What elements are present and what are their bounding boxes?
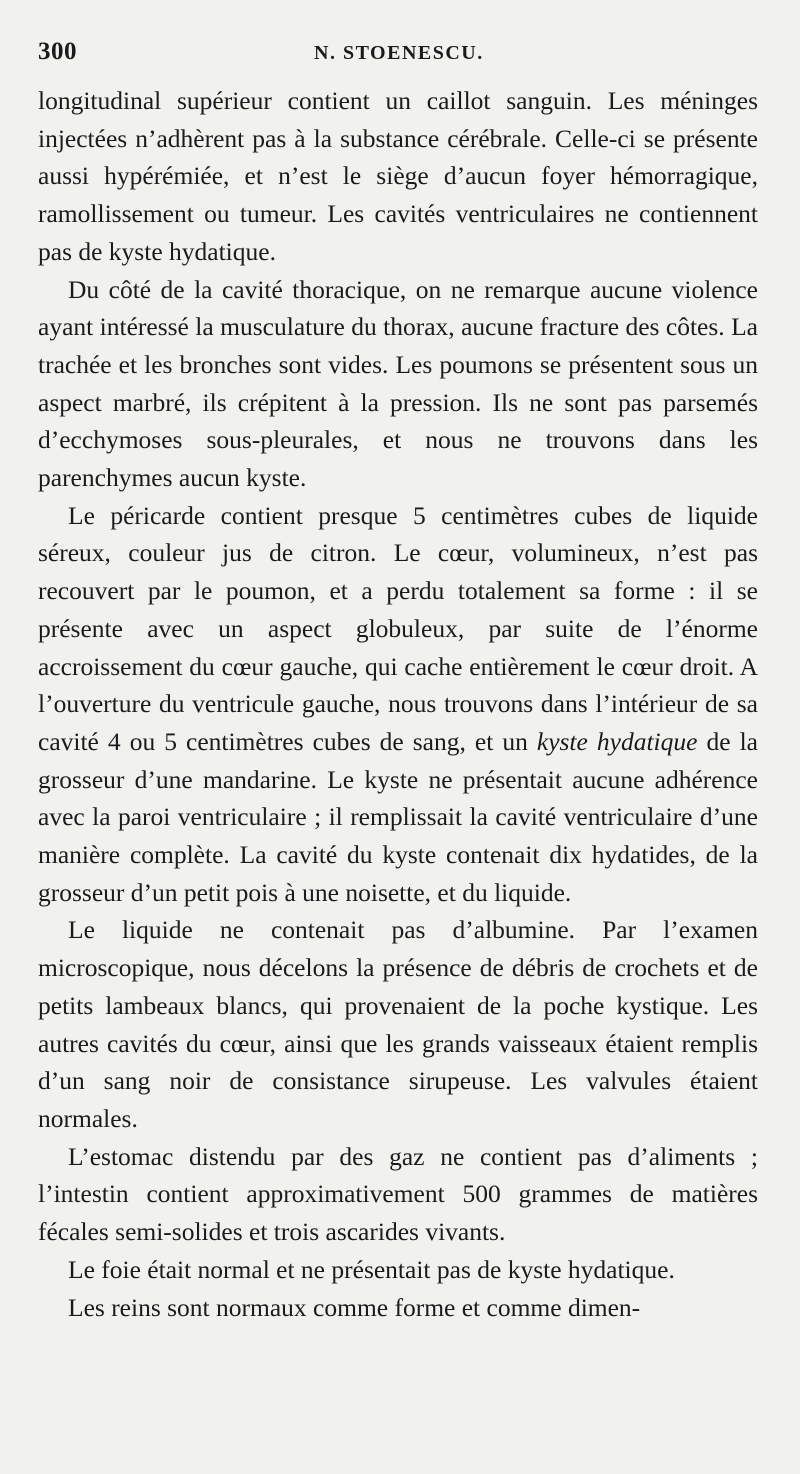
page-header xyxy=(38,38,762,74)
paragraph-text: Le péricarde contient presque 5 centimètres cubes de liquide séreux, couleur jus de citron. Le cœur, volumineux, n’est pas recouvert par le poumon, et a perdu totalement sa forme : il se présente avec un aspect globuleux, par suite de l’énorme accroissement du cœur gauche, qui cache entièrement le cœur droit. A l’ouverture du ventricule gauche, nous trouvons dans l’intérieur de sa cavité 4 ou 5 centimètres cubes de sang, et un xyxy=(38,500,758,756)
paragraph-text: Les reins sont normaux comme forme et comme dimen- xyxy=(68,1292,641,1322)
paragraph-liver xyxy=(38,1251,758,1289)
paragraph-text: Du côté de la cavité thoracique, on ne remarque aucune violence ayant intéressé la musculature du thorax, aucune fracture des côtes. La trachée et les bronches sont vides. Les poumons se présentent sous un aspect marbré, ils crépitent à la pression. Ils ne sont pas parsemés d’ecchymoses sous-pleurales, et nous ne trouvons dans les parenchymes aucun kyste. xyxy=(38,274,758,493)
page-body xyxy=(38,82,758,1326)
paragraph-text: de la grosseur d’une mandarine. Le kyste ne présentait aucune adhérence avec la paroi ventriculaire ; il remplissait la cavité ventriculaire d’une manière complète. La cavité du kyste contenait dix hydatides, de la grosseur d’un petit pois à une noisette, et du liquide. xyxy=(38,726,758,907)
running-title: N. STOENESCU. xyxy=(314,42,484,64)
italic-term: kyste hydatique xyxy=(536,726,698,756)
paragraph-thorax xyxy=(38,271,758,497)
paragraph-text: longitudinal supérieur contient un caillot sanguin. Les méninges injectées n’adhèrent pas à la substance cérébrale. Celle-ci se présente aussi hypérémiée, et n’est le siège d’aucun foyer hémorragique, ramollissement ou tumeur. Les cavités ventriculaires ne contiennent pas de kyste hydatique. xyxy=(38,86,758,266)
paragraph-text: Le liquide ne contenait pas d’albumine. Par l’examen microscopique, nous décelons la présence de débris de crochets et de petits lambeaux blancs, qui provenaient de la poche kystique. Les autres cavités du cœur, ainsi que les grands vaisseaux étaient remplis d’un sang noir de consistance sirupeuse. Les valvules étaient normales. xyxy=(38,915,758,1133)
paragraph-liquid xyxy=(38,911,758,1137)
page-number: 300 xyxy=(38,38,77,65)
paragraph-pericardium xyxy=(38,497,758,912)
paragraph-text: L’estomac distendu par des gaz ne contient pas d’aliments ; l’intestin contient approximativement 500 grammes de matières fécales semi-solides et trois ascarides vivants. xyxy=(38,1141,758,1247)
paragraph-continued xyxy=(38,82,758,271)
paragraph-stomach xyxy=(38,1138,758,1251)
paragraph-kidneys xyxy=(38,1289,758,1327)
paragraph-text: Le foie était normal et ne présentait pas de kyste hydatique. xyxy=(68,1254,675,1284)
